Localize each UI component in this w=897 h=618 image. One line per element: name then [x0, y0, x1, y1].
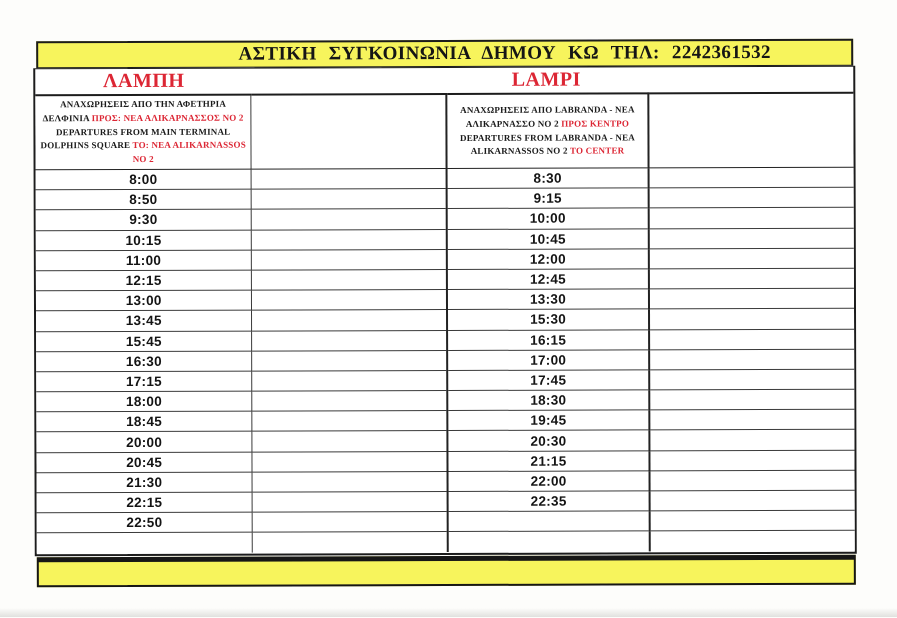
header-line: ΑΛΙΚΑΡΝΑΣΣΟ ΝΟ 2 [465, 118, 559, 129]
header-row [35, 93, 853, 170]
table-row [36, 288, 854, 311]
timetable-body [36, 167, 855, 553]
departure-time-left: 22:15 [37, 492, 253, 513]
departure-time-right: 10:45 [446, 228, 649, 249]
notes-cell-right [650, 369, 855, 390]
left-notes-header [251, 94, 446, 169]
table-row [37, 510, 855, 533]
route-title-latin: LAMPI [511, 68, 581, 91]
right-route-header [446, 93, 649, 168]
notes-cell-right [650, 531, 855, 551]
header-line: ΔΕΛΦΙΝΙΑ [42, 112, 90, 123]
departure-time-right: 21:15 [447, 450, 650, 471]
departure-time-left: 15:45 [36, 331, 252, 352]
departure-time-right: 13:30 [447, 289, 650, 310]
header-line-red: NO 2 [132, 154, 154, 165]
notes-cell-right [649, 208, 854, 229]
left-route-description [35, 97, 251, 167]
departure-time-left: 12:15 [36, 270, 252, 291]
notes-cell-right [649, 187, 854, 208]
table-row [36, 369, 854, 392]
title-banner [36, 39, 853, 70]
departure-time-left [37, 532, 253, 552]
notes-cell-right [650, 329, 855, 350]
departure-time-left: 18:45 [36, 411, 252, 432]
notes-cell-left [252, 431, 447, 452]
notes-cell-right [649, 268, 854, 289]
header-line-red: TO: NEA ALIKARNASSOS [132, 140, 246, 151]
right-notes-header [649, 93, 854, 168]
departure-time-right: 22:00 [447, 471, 650, 492]
departure-time-left: 13:00 [36, 290, 252, 311]
departure-time-left: 10:15 [36, 230, 252, 251]
notes-cell-right [650, 490, 855, 511]
notes-cell-left [252, 330, 447, 351]
departure-time-right: 17:45 [447, 370, 650, 391]
header-line-red: ΠΡΟΣ: ΝΕΑ ΑΛΙΚΑΡΝΑΣΣΟΣ ΝΟ 2 [91, 112, 244, 123]
notes-cell-left [251, 169, 446, 190]
header-line: DEPARTURES FROM MAIN TERMINAL [55, 126, 231, 137]
departure-time-right: 19:45 [447, 410, 650, 431]
table-row [36, 450, 854, 473]
notes-cell-left [252, 350, 447, 371]
table-row [36, 248, 854, 271]
departure-time-left: 20:00 [36, 432, 252, 453]
departure-time-right: 15:30 [447, 309, 650, 330]
departure-time-left: 8:00 [36, 169, 252, 190]
table-row [36, 268, 854, 291]
scan-shadow [0, 608, 897, 617]
notes-cell-left [252, 290, 447, 311]
departure-time-left: 13:45 [36, 310, 252, 331]
departure-time-right: 8:30 [446, 168, 649, 189]
notes-cell-right [649, 248, 854, 269]
table-row [36, 349, 854, 372]
header-line-red: ΠΡΟΣ ΚΕΝΤΡΟ [561, 117, 630, 129]
table-row [37, 470, 855, 493]
table-row [36, 187, 854, 210]
notes-cell-right [650, 389, 855, 410]
departure-time-right: 9:15 [446, 188, 649, 209]
page-title: ΑΣΤΙΚΗ ΣΥΓΚΟΙΝΩΝΙΑ ΔΗΜΟΥ ΚΩ ΤΗΛ: 2242361532 [238, 41, 771, 65]
notes-cell-left [252, 189, 447, 210]
notes-cell-right [650, 349, 855, 370]
notes-cell-right [650, 409, 855, 430]
departure-time-left: 16:30 [36, 351, 252, 372]
route-titles-row [35, 67, 853, 95]
table-row [36, 228, 854, 251]
header-line: DEPARTURES FROM LABRANDA - NEA [459, 131, 636, 143]
departure-time-left: 11:00 [36, 250, 252, 271]
notes-cell-left [252, 411, 447, 432]
notes-cell-left [252, 370, 447, 391]
table-row [36, 389, 854, 412]
notes-cell-left [253, 492, 448, 513]
notes-cell-right [649, 167, 854, 188]
notes-cell-left [252, 269, 447, 290]
table-row [36, 430, 854, 453]
departure-time-right: 12:00 [446, 249, 649, 270]
departure-time-left: 18:00 [36, 391, 252, 412]
right-route-description [447, 103, 648, 159]
table-row [37, 531, 855, 553]
departure-time-right: 18:30 [447, 390, 650, 411]
notes-cell-right [650, 470, 855, 491]
header-line: ΑΝΑΧΩΡΗΣΕΙΣ ΑΠΟ ΤΗΝ ΑΦΕΤΗΡΙΑ [60, 98, 227, 109]
notes-cell-left [253, 512, 448, 533]
table-row [37, 490, 855, 513]
bottom-banner [37, 555, 856, 588]
departure-time-left: 21:30 [37, 472, 253, 493]
departure-time-left: 8:50 [36, 189, 252, 210]
notes-cell-left [253, 532, 448, 552]
table-row [36, 167, 854, 190]
timetable-box [33, 66, 857, 557]
route-title-greek: ΛΑΜΠΗ [103, 69, 185, 93]
header-line: ΑΝΑΧΩΡΗΣΕΙΣ ΑΠΟ LABRANDA - ΝΕΑ [460, 104, 635, 115]
departure-time-right: 12:45 [446, 269, 649, 290]
notes-cell-left [252, 471, 447, 492]
notes-cell-right [649, 228, 854, 249]
departure-time-left: 17:15 [36, 371, 252, 392]
table-row [36, 409, 854, 432]
left-route-header [35, 95, 251, 170]
notes-cell-left [252, 229, 447, 250]
table-row [36, 329, 854, 352]
notes-cell-left [252, 310, 447, 331]
timetable [35, 92, 854, 553]
departure-time-right: 10:00 [446, 208, 649, 229]
table-row [36, 208, 854, 231]
table-row [36, 309, 854, 332]
departure-time-left: 22:50 [37, 512, 253, 533]
notes-cell-right [650, 430, 855, 451]
notes-cell-right [650, 450, 855, 471]
departure-time-left: 20:45 [36, 452, 252, 473]
departure-time-left: 9:30 [36, 209, 252, 230]
header-line: ALIKARNASSOS NO 2 [470, 146, 568, 157]
notes-cell-right [649, 288, 854, 309]
departure-time-right: 20:30 [447, 430, 650, 451]
notes-cell-left [252, 391, 447, 412]
departure-time-right: 17:00 [447, 350, 650, 371]
departure-time-right: 16:15 [447, 329, 650, 350]
header-line-red: TO CENTER [569, 145, 625, 157]
notes-cell-right [649, 309, 854, 330]
notes-cell-left [252, 209, 447, 230]
notes-cell-left [252, 249, 447, 270]
departure-time-right [447, 511, 650, 532]
notes-cell-right [650, 510, 855, 531]
departure-time-right [447, 531, 650, 551]
departure-time-right: 22:35 [447, 491, 650, 512]
header-line: DOLPHINS SQUARE [40, 140, 131, 151]
notes-cell-left [252, 451, 447, 472]
